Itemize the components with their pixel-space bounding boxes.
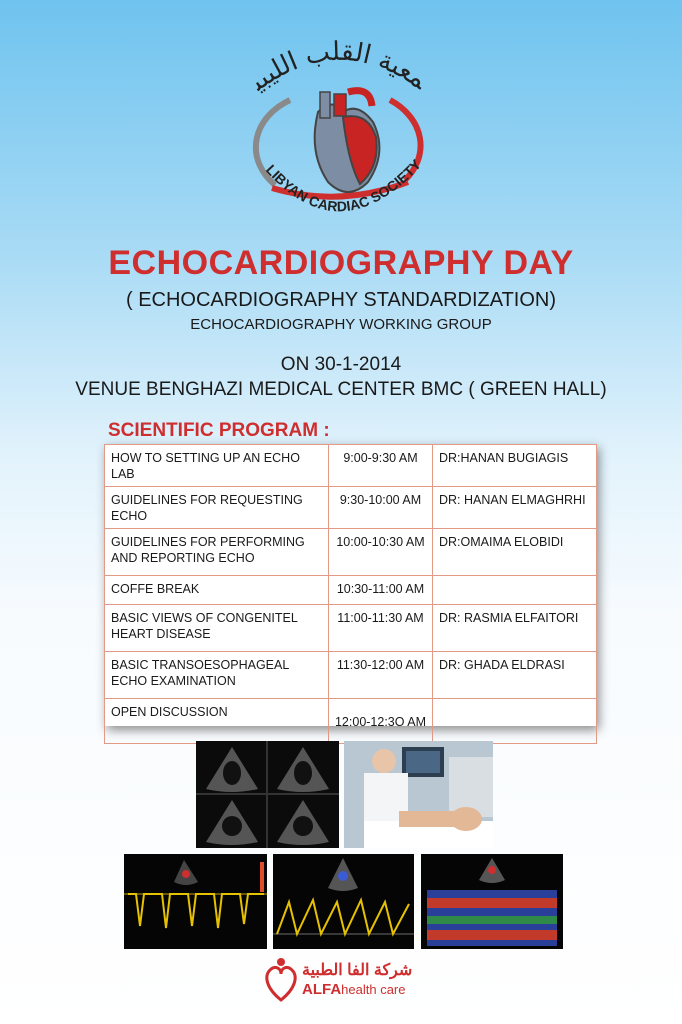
event-title: ECHOCARDIOGRAPHY DAY bbox=[108, 244, 574, 282]
spectral-doppler-image bbox=[273, 854, 414, 949]
topic-cell: COFFE BREAK bbox=[105, 576, 329, 605]
event-subtitle: ( ECHOCARDIOGRAPHY STANDARDIZATION) bbox=[125, 289, 557, 311]
working-group: ECHOCARDIOGRAPHY WORKING GROUP bbox=[190, 316, 492, 333]
time-cell: 9:00-9:30 AM bbox=[329, 445, 433, 487]
logo-english-name: LIBYAN CARDIAC SOCIETY bbox=[262, 156, 425, 215]
table-row bbox=[105, 576, 597, 605]
topic-cell: BASIC VIEWS OF CONGENITEL HEART DISEASE bbox=[105, 605, 329, 652]
echo-four-view-image bbox=[196, 741, 339, 848]
event-venue: VENUE BENGHAZI MEDICAL CENTER BMC ( GREEN HALL) bbox=[75, 379, 607, 400]
echo-exam-photo bbox=[344, 741, 493, 848]
time-cell: 10:00-10:30 AM bbox=[329, 529, 433, 576]
table-row bbox=[105, 445, 597, 487]
sponsor-brand: ALFAhealth care bbox=[302, 981, 406, 998]
time-cell: 10:30-11:00 AM bbox=[329, 576, 433, 605]
speaker-cell: DR: HANAN ELMAGHRHI bbox=[433, 487, 597, 529]
time-cell: 11:00-11:30 AM bbox=[329, 605, 433, 652]
alfa-health-care-logo bbox=[262, 956, 422, 1006]
event-date: ON 30-1-2014 bbox=[280, 354, 402, 375]
sponsor-brand-suffix: health care bbox=[341, 982, 406, 997]
table-row bbox=[105, 652, 597, 699]
time-cell: 9:30-10:00 AM bbox=[329, 487, 433, 529]
table-row bbox=[105, 699, 597, 744]
topic-cell: BASIC TRANSOESOPHAGEAL ECHO EXAMINATION bbox=[105, 652, 329, 699]
logo-arabic-name: معية القلب الليبي bbox=[244, 36, 433, 97]
doppler-waveform-image bbox=[124, 854, 267, 949]
speaker-cell: DR: GHADA ELDRASI bbox=[433, 652, 597, 699]
color-mmode-image bbox=[421, 854, 563, 949]
speaker-cell bbox=[433, 699, 597, 744]
time-cell: 11:30-12:00 AM bbox=[329, 652, 433, 699]
table-row bbox=[105, 529, 597, 576]
program-heading: SCIENTIFIC PROGRAM : bbox=[108, 420, 330, 441]
speaker-cell: DR:HANAN BUGIAGIS bbox=[433, 445, 597, 487]
heart-logo-icon bbox=[230, 30, 450, 240]
speaker-cell: DR:OMAIMA ELOBIDI bbox=[433, 529, 597, 576]
topic-cell: HOW TO SETTING UP AN ECHO LAB bbox=[105, 445, 329, 487]
program-table bbox=[104, 444, 596, 729]
speaker-cell: DR: RASMIA ELFAITORI bbox=[433, 605, 597, 652]
sponsor-arabic-name: شركة الفا الطبية bbox=[302, 962, 413, 979]
table-row bbox=[105, 605, 597, 652]
heart-figure-icon bbox=[262, 956, 300, 1004]
topic-cell: GUIDELINES FOR PERFORMING AND REPORTING ECHO bbox=[105, 529, 329, 576]
time-cell: 12:00-12:3O AM bbox=[329, 699, 433, 744]
libyan-cardiac-society-logo bbox=[230, 30, 450, 240]
topic-cell: OPEN DISCUSSION bbox=[105, 699, 329, 744]
table-row bbox=[105, 487, 597, 529]
speaker-cell bbox=[433, 576, 597, 605]
topic-cell: GUIDELINES FOR REQUESTING ECHO bbox=[105, 487, 329, 529]
